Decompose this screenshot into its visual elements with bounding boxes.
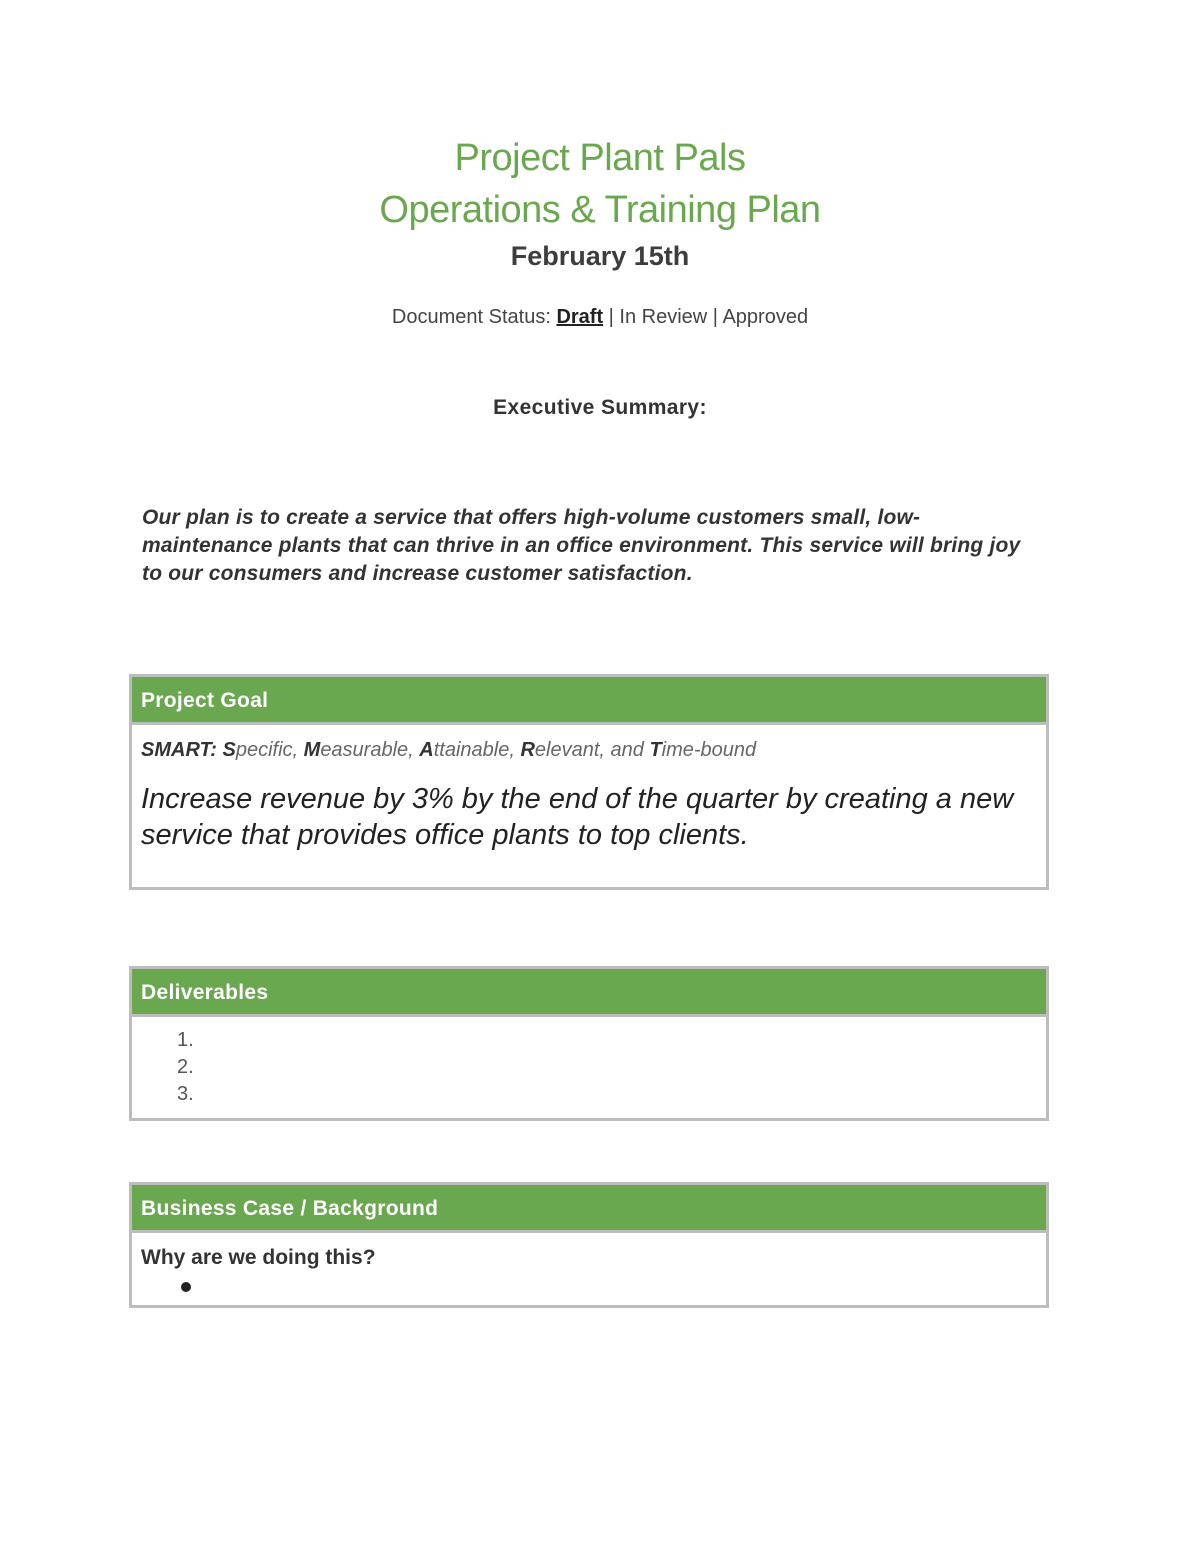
- deliverables-list: [141, 1027, 1037, 1108]
- status-in-review: In Review: [619, 306, 708, 328]
- status-separator: |: [603, 306, 620, 328]
- status-approved: Approved: [722, 306, 809, 328]
- bullet-list-item[interactable]: [141, 1271, 1037, 1305]
- section-header: Deliverables: [132, 969, 1046, 1017]
- smart-word: pecific,: [235, 739, 304, 761]
- smart-initial: T: [649, 739, 662, 761]
- document-status: [0, 306, 1200, 329]
- document-subtitle: Operations & Training Plan: [379, 189, 821, 231]
- smart-initial: S: [222, 739, 236, 761]
- title-block: [0, 132, 1200, 274]
- section-header: Project Goal: [132, 677, 1046, 725]
- status-prefix: Document Status:: [391, 306, 557, 328]
- list-item[interactable]: 2.: [177, 1056, 194, 1078]
- smart-word: easurable,: [320, 739, 420, 761]
- smart-initial: A: [419, 739, 434, 761]
- executive-summary-heading: Executive Summary:: [493, 396, 707, 419]
- status-separator: |: [707, 306, 723, 328]
- project-goal-section: [129, 674, 1049, 890]
- business-case-question: Why are we doing this?: [141, 1246, 376, 1269]
- executive-summary-text: Our plan is to create a service that offers high-volume customers small, low-maintenance plants that can thrive in an office environment. This service will bring joy to our consumers and increase customer satisfaction.: [142, 506, 1021, 585]
- section-body: [132, 737, 1046, 887]
- list-item[interactable]: 3.: [177, 1083, 194, 1105]
- smart-prefix: SMART:: [141, 739, 223, 761]
- deliverables-section: [129, 966, 1049, 1121]
- smart-initial: M: [303, 739, 321, 761]
- document-date: February 15th: [510, 241, 690, 271]
- list-item[interactable]: 1.: [177, 1029, 194, 1051]
- business-case-section: [129, 1182, 1049, 1308]
- smart-criteria: [141, 737, 1037, 763]
- project-goal-text[interactable]: Increase revenue by 3% by the end of the quarter by creating a new service that provides office plants to top clients.: [141, 783, 1014, 851]
- smart-word: ime-bound: [661, 739, 757, 761]
- smart-word: elevant, and: [534, 739, 650, 761]
- section-body: [132, 1027, 1046, 1108]
- section-body: [132, 1245, 1046, 1305]
- bullet-icon: [181, 1282, 191, 1292]
- smart-initial: R: [520, 739, 535, 761]
- status-draft: Draft: [556, 306, 604, 328]
- document-title: Project Plant Pals: [454, 137, 746, 179]
- section-header: Business Case / Background: [132, 1185, 1046, 1233]
- smart-word: ttainable,: [433, 739, 521, 761]
